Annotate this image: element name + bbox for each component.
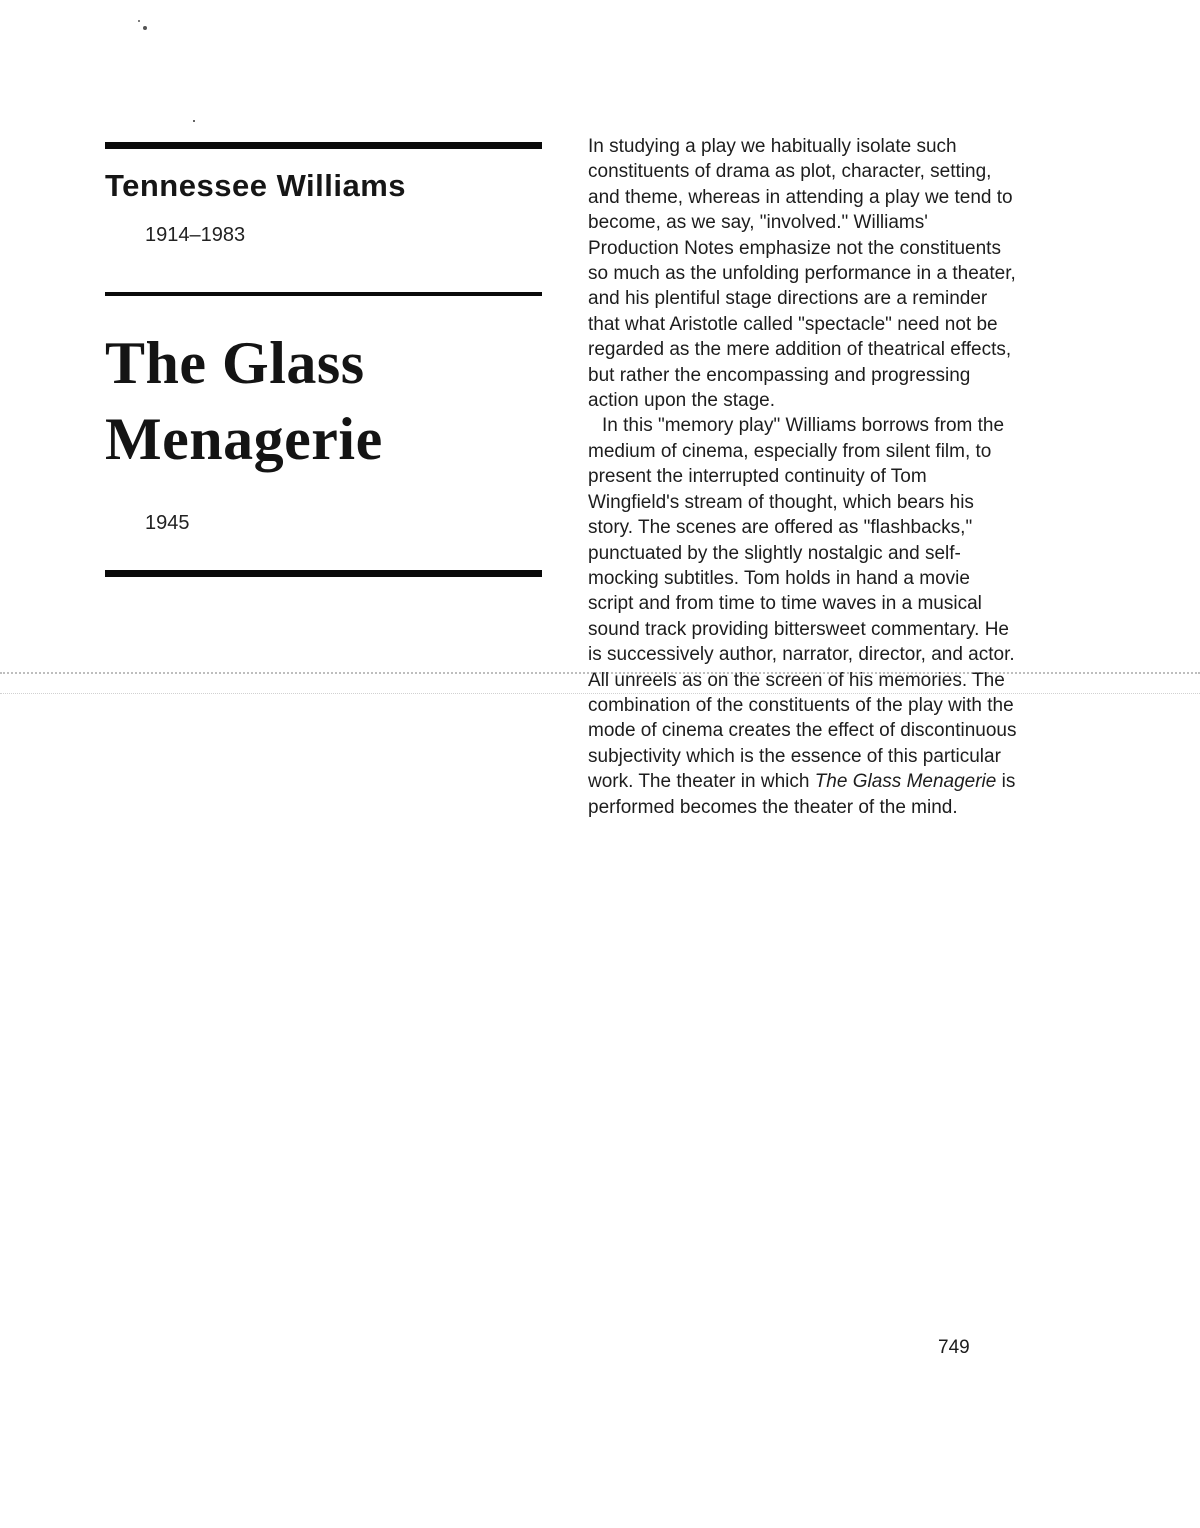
work-year: 1945 — [145, 512, 190, 534]
work-title-line2: Menagerie — [105, 406, 383, 472]
intro-paragraph-2-text: In this "memory play" Williams borrows from the medium of cinema, especially from silent film, to present the interrupted continuity of Tom Wingfield's stream of thought, which bears his story. The scenes are offered as "flashbacks," punctuated by the slightly nostalgic and self-mocking subtitles. Tom holds in hand a movie script and from time to time waves in a musical sound track providing bittersweet commentary. He is successively author, narrator, director, and actor. All unreels as on the screen of his memories. The combination of the constituents of the play with the mode of cinema creates the effect of discontinuous subjectivity which is the essence of this particular work. The theater in which — [588, 415, 1017, 793]
work-title-line1: The Glass — [105, 330, 365, 396]
work-title-inline-italic: The Glass Menagerie — [814, 771, 997, 793]
page-number: 749 — [938, 1337, 970, 1358]
intro-paragraph-2-end: is performed becomes the theater of the mind. — [588, 771, 1016, 818]
mid-rule — [105, 292, 542, 296]
scan-dot — [193, 120, 195, 122]
intro-paragraph-1: In studying a play we habitually isolate such constituents of drama as plot, character, setting, and theme, whereas in attending a play we tend to become, as we say, "involved." Williams' Production Notes emphasize not the constituents so much as the unfolding performance in a theater, and his plentiful stage directions are a reminder that what Aristotle called "spectacle" need not be regarded as the mere addition of theatrical effects, but rather the encompassing and progressing action upon the stage. — [588, 136, 1016, 412]
bottom-rule — [105, 570, 542, 577]
intro-paragraph-2 — [588, 413, 1018, 820]
author-name: Tennessee Williams — [105, 168, 407, 203]
work-title — [105, 325, 383, 477]
author-dates: 1914–1983 — [145, 224, 246, 246]
scan-speck — [138, 20, 148, 30]
intro-text-column — [588, 134, 1018, 820]
top-rule — [105, 142, 542, 149]
